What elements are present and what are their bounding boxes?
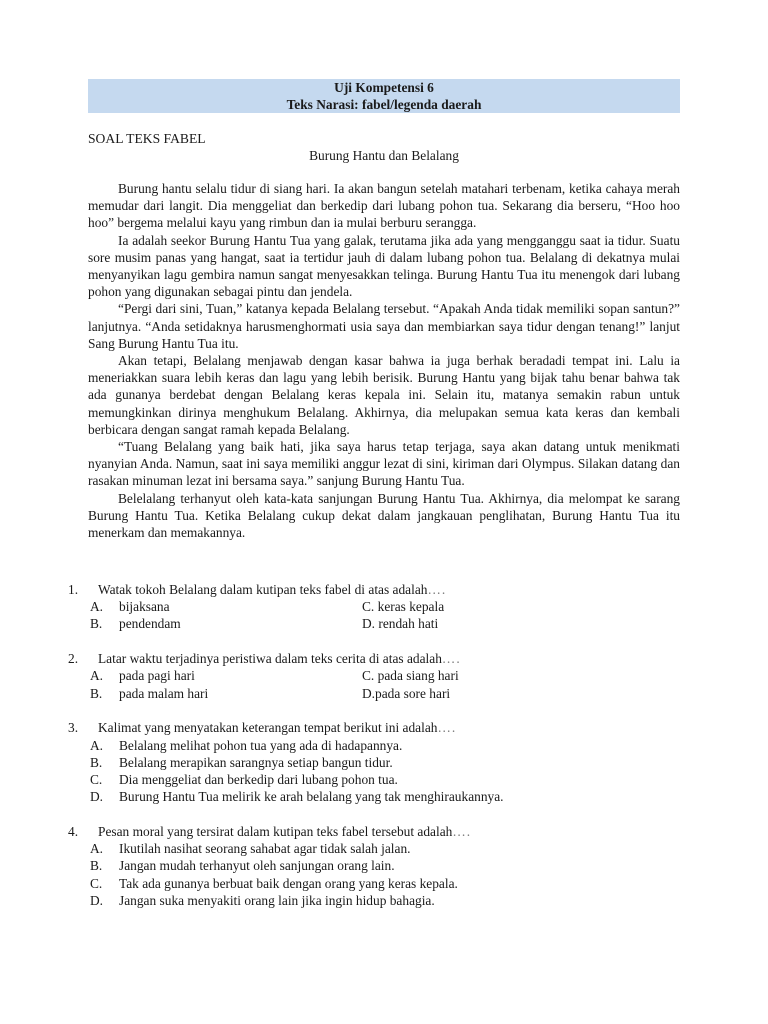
question-number: 4. [68, 824, 79, 840]
story-paragraph: Belelalang terhanyut oleh kata-kata sanjungan Burung Hantu Tua. Akhirnya, dia melompat ke sarang Burung Hantu Tua. Ketika Belalang cukup dekat dalam jangkauan penglihatan, Burung Hantu Tua itu menerkam dan memakannya. [88, 490, 680, 541]
story-paragraph: Akan tetapi, Belalang menjawab dengan kasar bahwa ia juga berhak beradadi tempat ini. Lalu ia meneriakkan suara lebih keras dan lagu yang lebih berisik. Burung Hantu yang bijak tahu benar bahwa tak ada gunanya berdebat dengan Belalang keras kepala ini. Selain itu, matanya semakin rabun untuk memungkinkan dirinya menghukum Belalang. Akhirnya, dia melupakan semua kata keras dan kembali berbicara dengan sangat ramah kepada Belalang. [88, 353, 680, 437]
option-b: B. Belalang merapikan sarangnya setiap bangun tidur. [90, 754, 393, 770]
option-c: C. pada siang hari [362, 668, 459, 684]
option-a: A. Belalang melihat pohon tua yang ada di hadapannya. [90, 737, 403, 753]
question-3 [68, 719, 688, 805]
option-b: B. pendendam [90, 616, 181, 632]
story-paragraph: “Tuang Belalang yang baik hati, jika saya harus tetap terjaga, saya akan datang untuk menikmati nyanyian Anda. Namun, saat ini saya memiliki anggur lezat di sini, kiriman dari Olympus. Silakan datang dan rasakan minuman lezat ini bersama saya.” sanjung Burung Hantu Tua. [88, 439, 680, 489]
question-stem: Watak tokoh Belalang dalam kutipan teks fabel di atas adalah…. [98, 582, 447, 597]
question-2 [68, 650, 688, 702]
story-title: Burung Hantu dan Belalang [309, 148, 459, 163]
option-c: C. Tak ada gunanya berbuat baik dengan orang yang keras kepala. [90, 875, 458, 891]
story-paragraph: “Pergi dari sini, Tuan,” katanya kepada Belalang tersebut. “Apakah Anda tidak memiliki sopan santun?” lanjutnya. “Anda setidaknya harusmenghormati usia saya dan membiarkan saya tidur dengan tenang!” lanjut Sang Burung Hantu Tua itu. [88, 301, 680, 351]
option-d: D. rendah hati [362, 616, 439, 632]
option-b: B. Jangan mudah terhanyut oleh sanjungan orang lain. [90, 858, 395, 874]
option-d: D. Jangan suka menyakiti orang lain jika ingin hidup bahagia. [90, 892, 435, 908]
option-a: A. bijaksana [90, 599, 170, 615]
question-list [68, 581, 688, 927]
story-paragraph: Burung hantu selalu tidur di siang hari. Ia akan bangun setelah matahari terbenam, ketika cahaya merah memudar dari langit. Dia menggeliat dan berkedip dari lubang pohon tua. Sekarang dia berseru, “Hoo hoo hoo” bergema melalui kayu yang rimbun dan ia mulai berburu serangga. [88, 181, 680, 231]
header-title: Uji Kompetensi 6 [334, 80, 434, 95]
option-b: B. pada malam hari [90, 685, 209, 701]
question-number: 1. [68, 582, 79, 597]
question-stem: Kalimat yang menyatakan keterangan tempat berikut ini adalah…. [98, 720, 457, 736]
option-d: D.pada sore hari [362, 685, 451, 701]
section-title: SOAL TEKS FABEL [88, 131, 206, 146]
story-paragraph: Ia adalah seekor Burung Hantu Tua yang galak, terutama jika ada yang mengganggu saat ia tidur. Suatu sore musim panas yang hangat, saat ia tertidur jauh di dalam lubang pohon tua. Belalang di dekatnya mulai menyanyikan lagu gembira namun sangat menyesakkan telinga. Burung Hantu Tua itu menengok dari lubang pohon yang digunakan sebagai pintu dan jendela. [88, 232, 680, 300]
option-a: A. pada pagi hari [90, 668, 195, 684]
question-number: 2. [68, 651, 79, 667]
option-c: C. keras kepala [362, 599, 445, 615]
option-a: A. Ikutilah nasihat seorang sahabat agar tidak salah jalan. [90, 841, 411, 857]
question-number: 3. [68, 720, 79, 736]
option-c: C. Dia menggeliat dan berkedip dari lubang pohon tua. [90, 772, 398, 788]
header-banner [88, 79, 680, 113]
header-subtitle: Teks Narasi: fabel/legenda daerah [286, 97, 482, 112]
question-stem: Pesan moral yang tersirat dalam kutipan teks fabel tersebut adalah…. [98, 824, 472, 840]
question-stem: Latar waktu terjadinya peristiwa dalam teks cerita di atas adalah…. [98, 651, 461, 667]
option-d: D. Burung Hantu Tua melirik ke arah belalang yang tak menghiraukannya. [90, 789, 504, 805]
question-4 [68, 823, 688, 909]
question-1 [68, 581, 688, 633]
story-text [88, 180, 680, 541]
